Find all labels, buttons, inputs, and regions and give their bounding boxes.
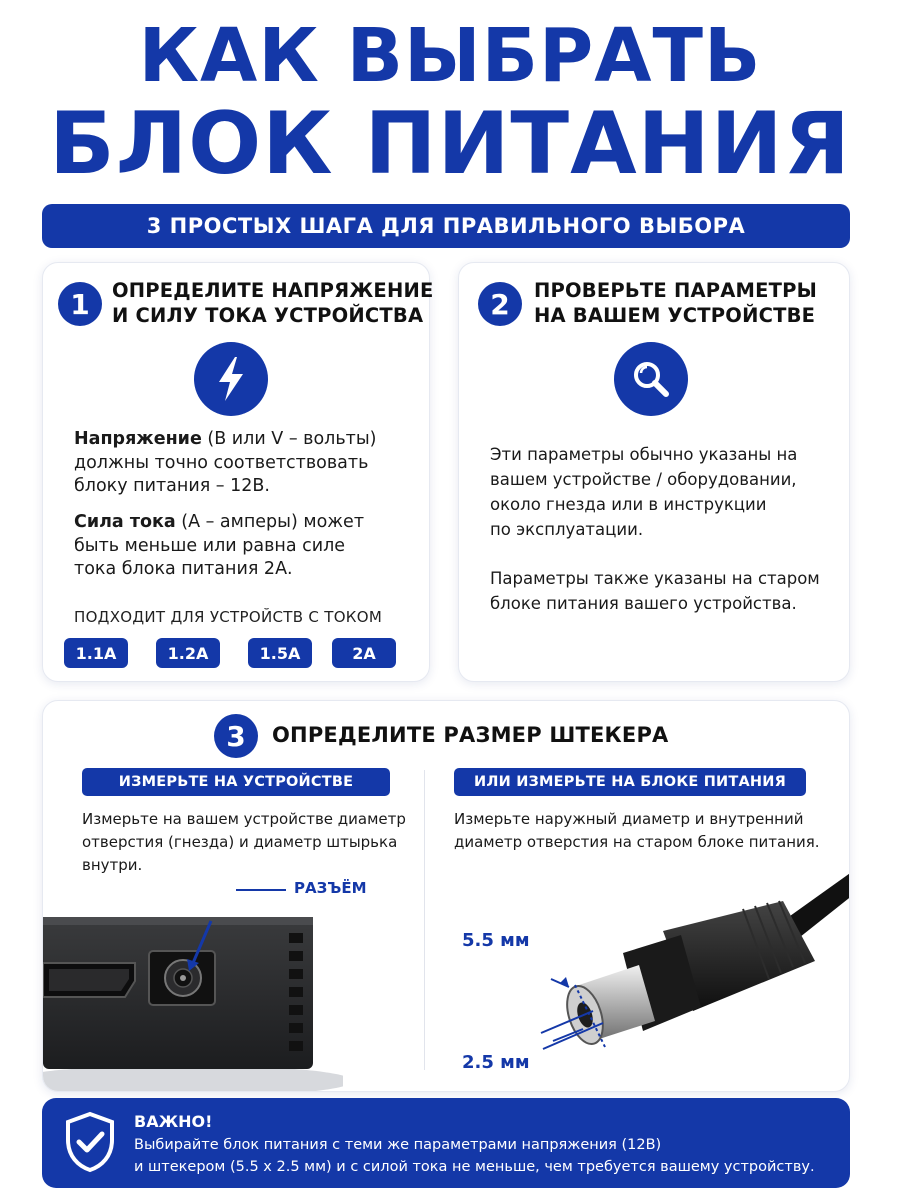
current-badge: 1.2A [156, 638, 220, 668]
socket-label-line [236, 889, 286, 891]
measure-device-bar: ИЗМЕРЬТЕ НА УСТРОЙСТВЕ [82, 768, 390, 796]
current-badge: 1.1A [64, 638, 128, 668]
page-title-line2: БЛОК ПИТАНИЯ [49, 94, 851, 194]
shield-check-icon [62, 1110, 118, 1174]
page-title-line1: КАК ВЫБРАТЬ [138, 13, 762, 99]
step1-number: 1 [58, 282, 102, 326]
step3-number: 3 [214, 714, 258, 758]
step2-title: ПРОВЕРЬТЕ ПАРАМЕТРЫ НА ВАШЕМ УСТРОЙСТВЕ [534, 279, 818, 327]
important-title: ВАЖНО! [134, 1112, 213, 1131]
step2-para2: Параметры также указаны на старом блоке питания вашего устройства. [490, 569, 820, 613]
inner-diameter-label: 2.5 мм [462, 1052, 530, 1073]
subtitle-banner: 3 ПРОСТЫХ ШАГА ДЛЯ ПРАВИЛЬНОГО ВЫБОРА [42, 204, 850, 248]
magnifier-icon [614, 342, 688, 416]
column-divider [424, 770, 425, 1070]
step1-title: ОПРЕДЕЛИТЕ НАПРЯЖЕНИЕ И СИЛУ ТОКА УСТРОЙСТВА [112, 279, 434, 327]
device-socket-illustration [43, 911, 343, 1092]
step2-para1: Эти параметры обычно указаны на вашем устройстве / оборудовании, около гнезда или в инструкции по эксплуатации. [490, 445, 798, 539]
measure-device-text: Измерьте на вашем устройстве диаметр отверстия (гнезда) и диаметр штырька внутри. [82, 810, 406, 874]
current-text: Сила тока (А – амперы) может быть меньше или равна силе тока блока питания 2А. [74, 512, 365, 579]
important-notice [42, 1098, 850, 1188]
compatible-caption: ПОДХОДИТ ДЛЯ УСТРОЙСТВ С ТОКОМ [74, 608, 383, 626]
lightning-icon [194, 342, 268, 416]
measure-plug-bar: ИЛИ ИЗМЕРЬТЕ НА БЛОКЕ ПИТАНИЯ [454, 768, 806, 796]
outer-diameter-label: 5.5 мм [462, 930, 530, 951]
step2-number: 2 [478, 282, 522, 326]
current-badge: 1.5A [248, 638, 312, 668]
measure-plug-text: Измерьте наружный диаметр и внутренний диаметр отверстия на старом блоке питания. [454, 810, 820, 851]
current-badge: 2A [332, 638, 396, 668]
important-text: Выбирайте блок питания с теми же параметрами напряжения (12В) и штекером (5.5 x 2.5 мм) и с силой тока не меньше, чем требуется вашему устройству. [134, 1137, 815, 1175]
voltage-text: Напряжение (В или V – вольты) должны точно соответствовать блоку питания – 12В. [74, 429, 377, 496]
step3-title: ОПРЕДЕЛИТЕ РАЗМЕР ШТЕКЕРА [272, 723, 669, 747]
step3-card [42, 700, 850, 1092]
socket-label: РАЗЪЁМ [294, 879, 367, 897]
